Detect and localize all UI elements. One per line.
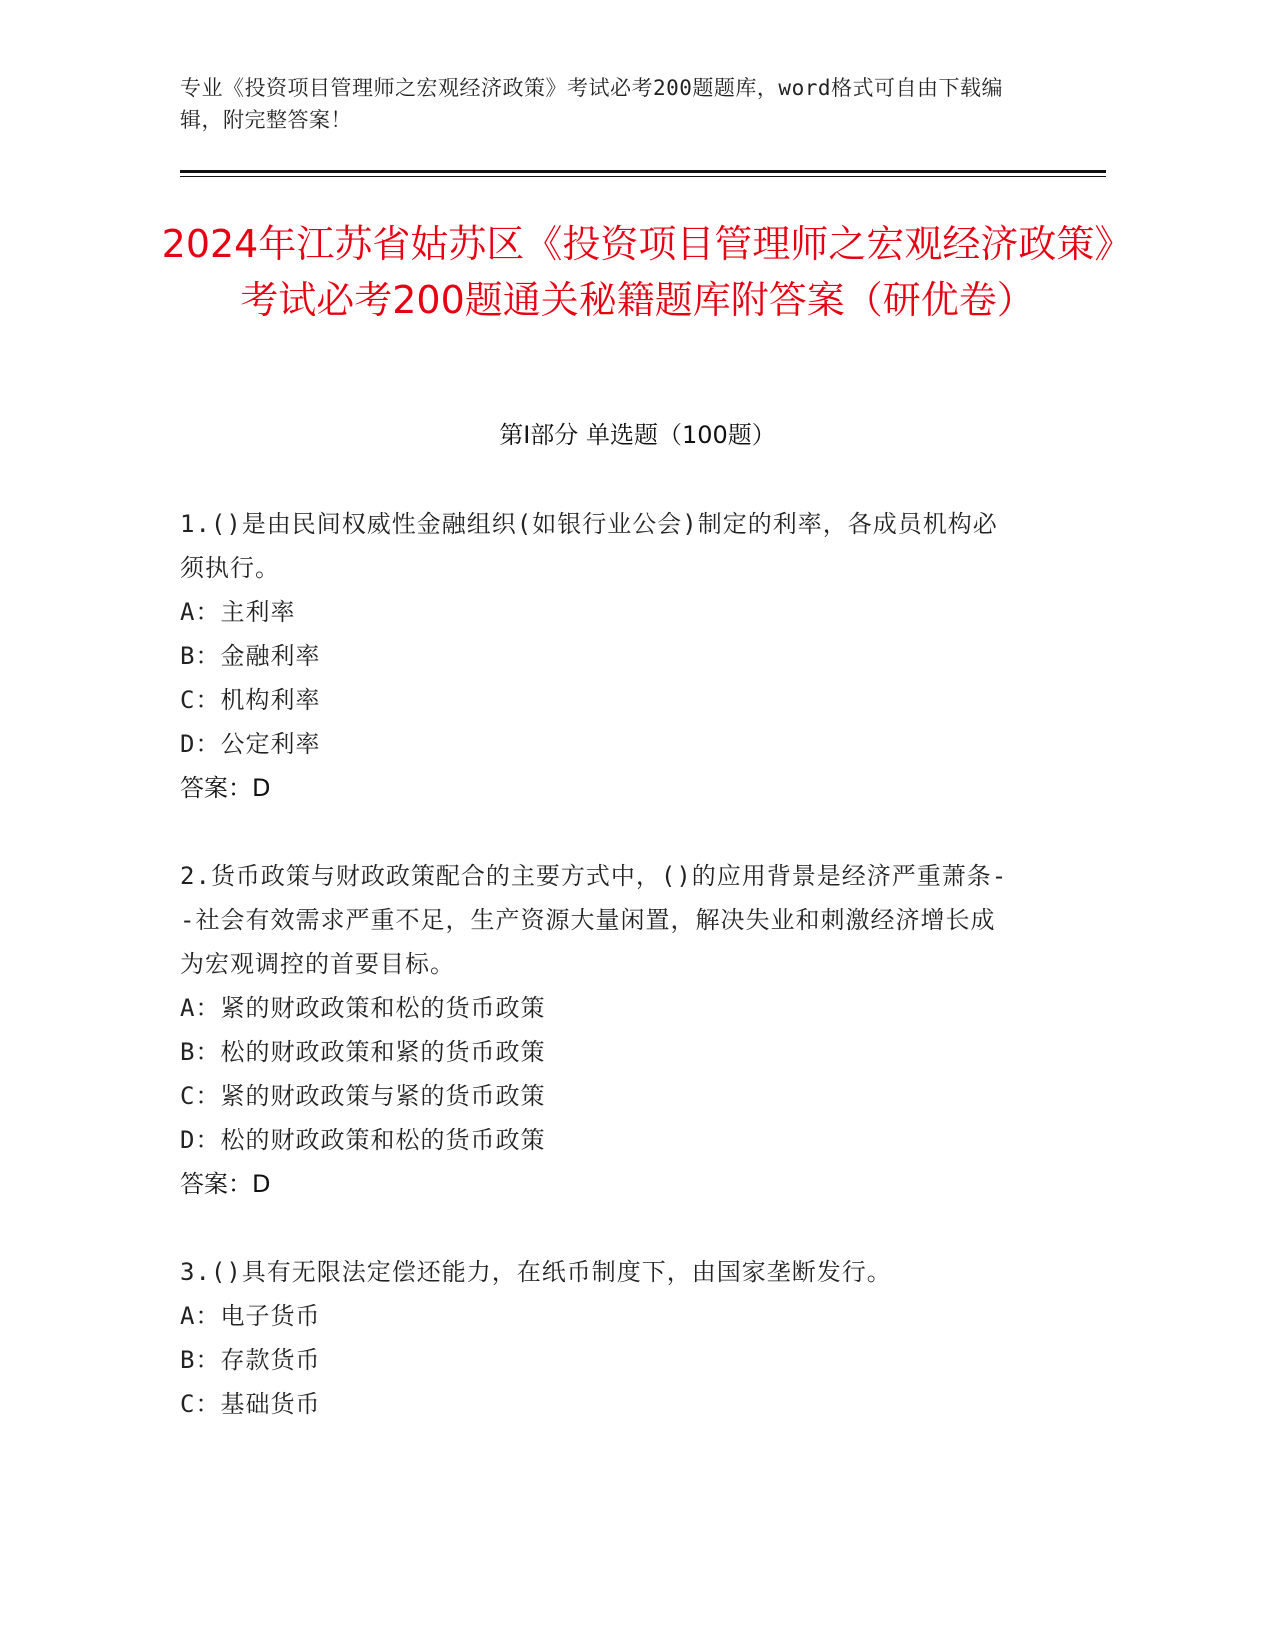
option-d: D：松的财政政策和松的货币政策	[180, 1126, 546, 1154]
option-b: B：松的财政政策和紧的货币政策	[180, 1038, 546, 1066]
question-stem: 3.()具有无限法定偿还能力，在纸币制度下，由国家垄断发行。	[180, 1258, 892, 1286]
header-rule-thin	[180, 176, 1106, 177]
option-a: A：紧的财政政策和松的货币政策	[180, 994, 546, 1022]
question-stem: 2.货币政策与财政政策配合的主要方式中，()的应用背景是经济严重萧条--社会有效需求严重不足，生产资源大量闲置，解决失业和刺激经济增长成为宏观调控的首要目标。	[180, 862, 1008, 978]
header-rule-thick	[180, 170, 1106, 173]
question-3	[180, 1250, 1020, 1426]
document-title: 2024年江苏省姑苏区《投资项目管理师之宏观经济政策》考试必考200题通关秘籍题库附答案（研优卷）	[161, 222, 1114, 322]
question-1	[180, 502, 1020, 810]
option-a: A：主利率	[180, 598, 296, 626]
question-2	[180, 854, 1020, 1206]
answer: 答案：D	[180, 774, 271, 802]
section-title: 第Ⅰ部分 单选题（100题）	[499, 421, 776, 449]
header-note: 专业《投资项目管理师之宏观经济政策》考试必考200题题库，word格式可自由下载编辑，附完整答案！	[180, 76, 1003, 132]
option-b: B：金融利率	[180, 642, 321, 670]
option-c: C：紧的财政政策与紧的货币政策	[180, 1082, 546, 1110]
option-c: C：机构利率	[180, 686, 321, 714]
answer: 答案：D	[180, 1170, 271, 1198]
question-list	[180, 502, 1020, 1470]
question-stem: 1.()是由民间权威性金融组织(如银行业公会)制定的利率，各成员机构必须执行。	[180, 510, 998, 582]
option-b: B：存款货币	[180, 1346, 321, 1374]
option-a: A：电子货币	[180, 1302, 321, 1330]
option-d: D：公定利率	[180, 730, 321, 758]
option-c: C：基础货币	[180, 1390, 321, 1418]
